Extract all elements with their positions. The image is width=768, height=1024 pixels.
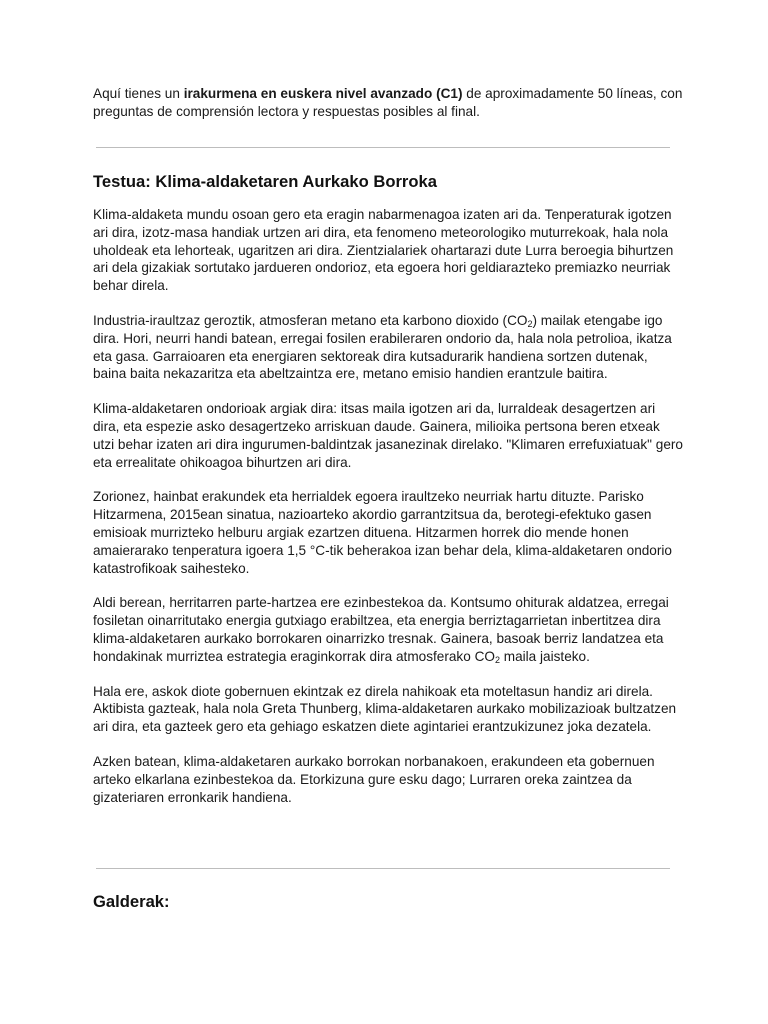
intro-paragraph — [93, 85, 683, 121]
paragraph-2-part-2: ) mailak etengabe igo dira. Hori, neurri handi batean, erregai fosilen erabileraren ondorio da, hala nola petrolioa, ikatza eta gasa. Garraioaren eta energiaren sektoreak dira kutsadurarik handiena sortzen dutenak, baina baita nekazaritza eta abeltzaintza ere, metano emisio handien erantzule baitira. — [93, 312, 672, 382]
reading-text — [93, 206, 683, 823]
paragraph-1: Klima-aldaketa mundu osoan gero eta eragin nabarmenagoa izaten ari da. Tenperaturak igotzen ari dira, izotz-masa handiak urtzen ari dira, eta fenomeno meteorologiko muturrekoak, hala nola uholdeak eta lehorteak, ugaritzen ari dira. Zientzialariek ohartarazi dute Lurra beroegia bihurtzen ari dela gizakiak sortutako jardueren ondorioz, eta egoera hori geldiarazteko premiazko neurriak behar direla. — [93, 207, 674, 294]
paragraph-2 — [93, 312, 683, 383]
co2-subscript: 2 — [494, 654, 500, 665]
horizontal-divider — [96, 868, 670, 869]
paragraph-5-part-1: Aldi berean, herritarren parte-hartzea ere ezinbestekoa da. Kontsumo ohiturak aldatzea, erregai fosiletan oinarritutako energia gutxiago erabiltzea, eta energia berriztagarrietan inbertitzea dira klima-aldaketaren aurkako borrokaren oinarrizko tresnak. Gainera, basoak berriz landatzea eta hondakinak murriztea estrategia eraginkorrak dira atmosferako CO — [93, 595, 669, 664]
co2-subscript: 2 — [527, 318, 533, 329]
horizontal-divider — [96, 147, 670, 148]
paragraph-4: Zorionez, hainbat erakundek eta herrialdek egoera iraultzeko neurriak hartu dituzte. Parisko Hitzarmena, 2015ean sinatua, nazioarteko akordio garrantzitsua da, berotegi-efektuko gasen emisioak murrizteko helburu argiak ezartzen dituena. Hitzarmen horrek dio mende honen amaierarako tenperatura igoera 1,5 °C-tik beherakoa izan behar dela, klima-aldaketaren ondorio katastrofikoak saihesteko. — [93, 489, 672, 576]
paragraph-2-part-1: Industria-iraultzaz geroztik, atmosferan metano eta karbono dioxido (CO — [93, 312, 528, 328]
paragraph-7: Azken batean, klima-aldaketaren aurkako borrokan norbanakoen, erakundeen eta gobernuen arteko elkarlana ezinbestekoa da. Etorkizuna gure esku dago; Lurraren oreka zaintzea da gizateriaren erronkarik handiena. — [93, 753, 655, 805]
intro-text-after: de aproximadamente 50 líneas, con preguntas de comprensión lectora y respuestas posibles al final. — [93, 86, 683, 119]
paragraph-5 — [93, 594, 683, 665]
intro-text-before: Aquí tienes un — [93, 86, 184, 101]
paragraph-3: Klima-aldaketaren ondorioak argiak dira: itsas maila igotzen ari da, lurraldeak desagertzen ari dira, eta espezie asko desagertzeko arriskuan daude. Gainera, milioika pertsona beren etxeak utzi behar izaten ari dira ingurumen-baldintzak jasanezinak direlako. "Klimaren errefuxiatuak" gero eta errealitate ohikoagoa bihurtzen ari dira. — [93, 401, 683, 470]
text-title: Testua: Klima-aldaketaren Aurkako Borroka — [93, 172, 437, 191]
intro-bold-text: irakurmena en euskera nivel avanzado (C1) — [183, 86, 463, 101]
paragraph-6: Hala ere, askok diote gobernuen ekintzak ez direla nahikoak eta moteltasun handiz ari direla. Aktibista gazteak, hala nola Greta Thunberg, klima-aldaketaren aurkako mobilizazioak bultzatzen ari dira, eta gazteek gero eta gehiago eskatzen diete agintariei erantzukizunez joka dezatela. — [93, 683, 677, 735]
questions-heading: Galderak: — [93, 892, 170, 911]
paragraph-5-part-2: maila jaisteko. — [499, 648, 590, 664]
